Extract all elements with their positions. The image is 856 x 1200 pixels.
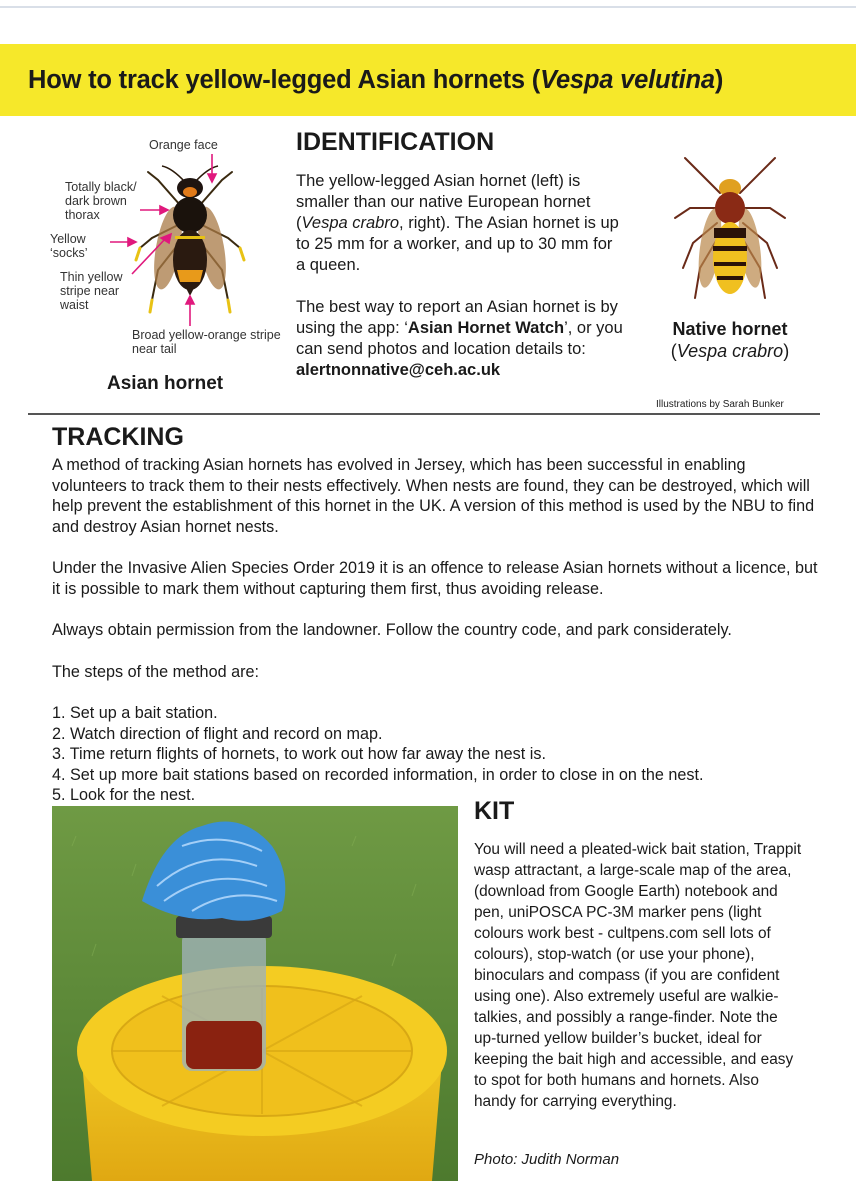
label-tail-stripe: Broad yellow-orange stripe near tail <box>132 328 281 356</box>
step-item: 4. Set up more bait stations based on recorded information, in order to close in on the nest. <box>52 765 704 784</box>
report-email: alertnonnative@ceh.ac.uk <box>296 361 501 379</box>
asian-hornet-caption: Asian hornet <box>107 373 224 394</box>
asian-hornet-illustration <box>40 130 290 400</box>
native-hornet-figure <box>655 148 805 308</box>
tracking-paragraph-legal: Under the Invasive Alien Species Order 2019 it is an offence to release Asian hornets without a licence, but it is possible to mark them without capturing them first, thus avoiding release. <box>52 559 818 598</box>
label-waist-stripe: Thin yellow stripe near waist <box>60 270 123 312</box>
native-hornet-illustration <box>655 148 805 308</box>
tracking-heading: TRACKING <box>52 423 184 451</box>
identification-paragraph-report: The best way to report an Asian hornet is by using the app: ‘Asian Hornet Watch’, or you can send photos and location details to: alertnonnative@ceh.ac.uk <box>296 298 623 379</box>
photo-credit: Photo: Judith Norman <box>474 1151 620 1168</box>
bait-station-photo-illustration <box>52 806 458 1181</box>
identification-text <box>296 171 626 402</box>
step-item: 1. Set up a bait station. <box>52 704 218 722</box>
identification-heading: IDENTIFICATION <box>296 128 495 156</box>
app-name: Asian Hornet Watch <box>407 319 565 337</box>
page-title: How to track yellow-legged Asian hornets (Vespa velutina) <box>28 65 724 94</box>
illustration-credit: Illustrations by Sarah Bunker <box>656 399 784 410</box>
title-banner <box>0 44 856 116</box>
label-yellow-socks: Yellow ‘socks’ <box>50 232 88 260</box>
identification-paragraph-size: The yellow-legged Asian hornet (left) is smaller than our native European hornet (Vespa crabro, right). The Asian hornet is up to 25 mm for a worker, and up to 30 mm for a queen. <box>296 172 619 274</box>
native-hornet-caption: Native hornet (Vespa crabro) <box>670 319 790 361</box>
label-orange-face: Orange face <box>149 138 218 152</box>
top-rule <box>0 6 856 8</box>
tracking-paragraph-steps-intro: The steps of the method are: <box>52 662 259 681</box>
step-item: 5. Look for the nest. <box>52 786 196 804</box>
kit-heading: KIT <box>474 797 515 825</box>
tracking-paragraph-permission: Always obtain permission from the landowner. Follow the country code, and park considerately. <box>52 621 732 639</box>
step-item: 3. Time return flights of hornets, to work out how far away the nest is. <box>52 745 546 763</box>
steps-list <box>52 703 822 806</box>
step-item: 2. Watch direction of flight and record on map. <box>52 724 383 743</box>
tracking-paragraph-intro: A method of tracking Asian hornets has evolved in Jersey, which has been successful in enabling volunteers to track them to their nests effectively. When nests are found, they can be destroyed, which will help prevent the establishment of this hornet in the UK. A version of this method is used by the NBU to find and destroy Asian hornet nests. <box>52 456 815 536</box>
section-divider <box>28 413 820 415</box>
asian-hornet-figure <box>40 130 290 400</box>
kit-paragraph: You will need a pleated-wick bait station, Trappit wasp attractant, a large-scale map of the area, (download from Google Earth) notebook and pen, uniPOSCA PC-3M marker pens (light colours work best - cultpens.com sell lots of colours), stop-watch (or use your phone), binoculars and compass (if you are confident using one). Also extremely useful are walkie-talkies, and possibly a range-finder. Note the up-turned yellow builder’s bucket, ideal for keeping the bait high and accessible, and easy to spot for both humans and hornets. Also handy for carrying everything. <box>474 841 802 1110</box>
kit-text <box>474 839 804 1112</box>
label-thorax: Totally black/ dark brown thorax <box>65 180 137 222</box>
tracking-text <box>52 455 822 806</box>
bait-station-photo <box>52 806 458 1181</box>
